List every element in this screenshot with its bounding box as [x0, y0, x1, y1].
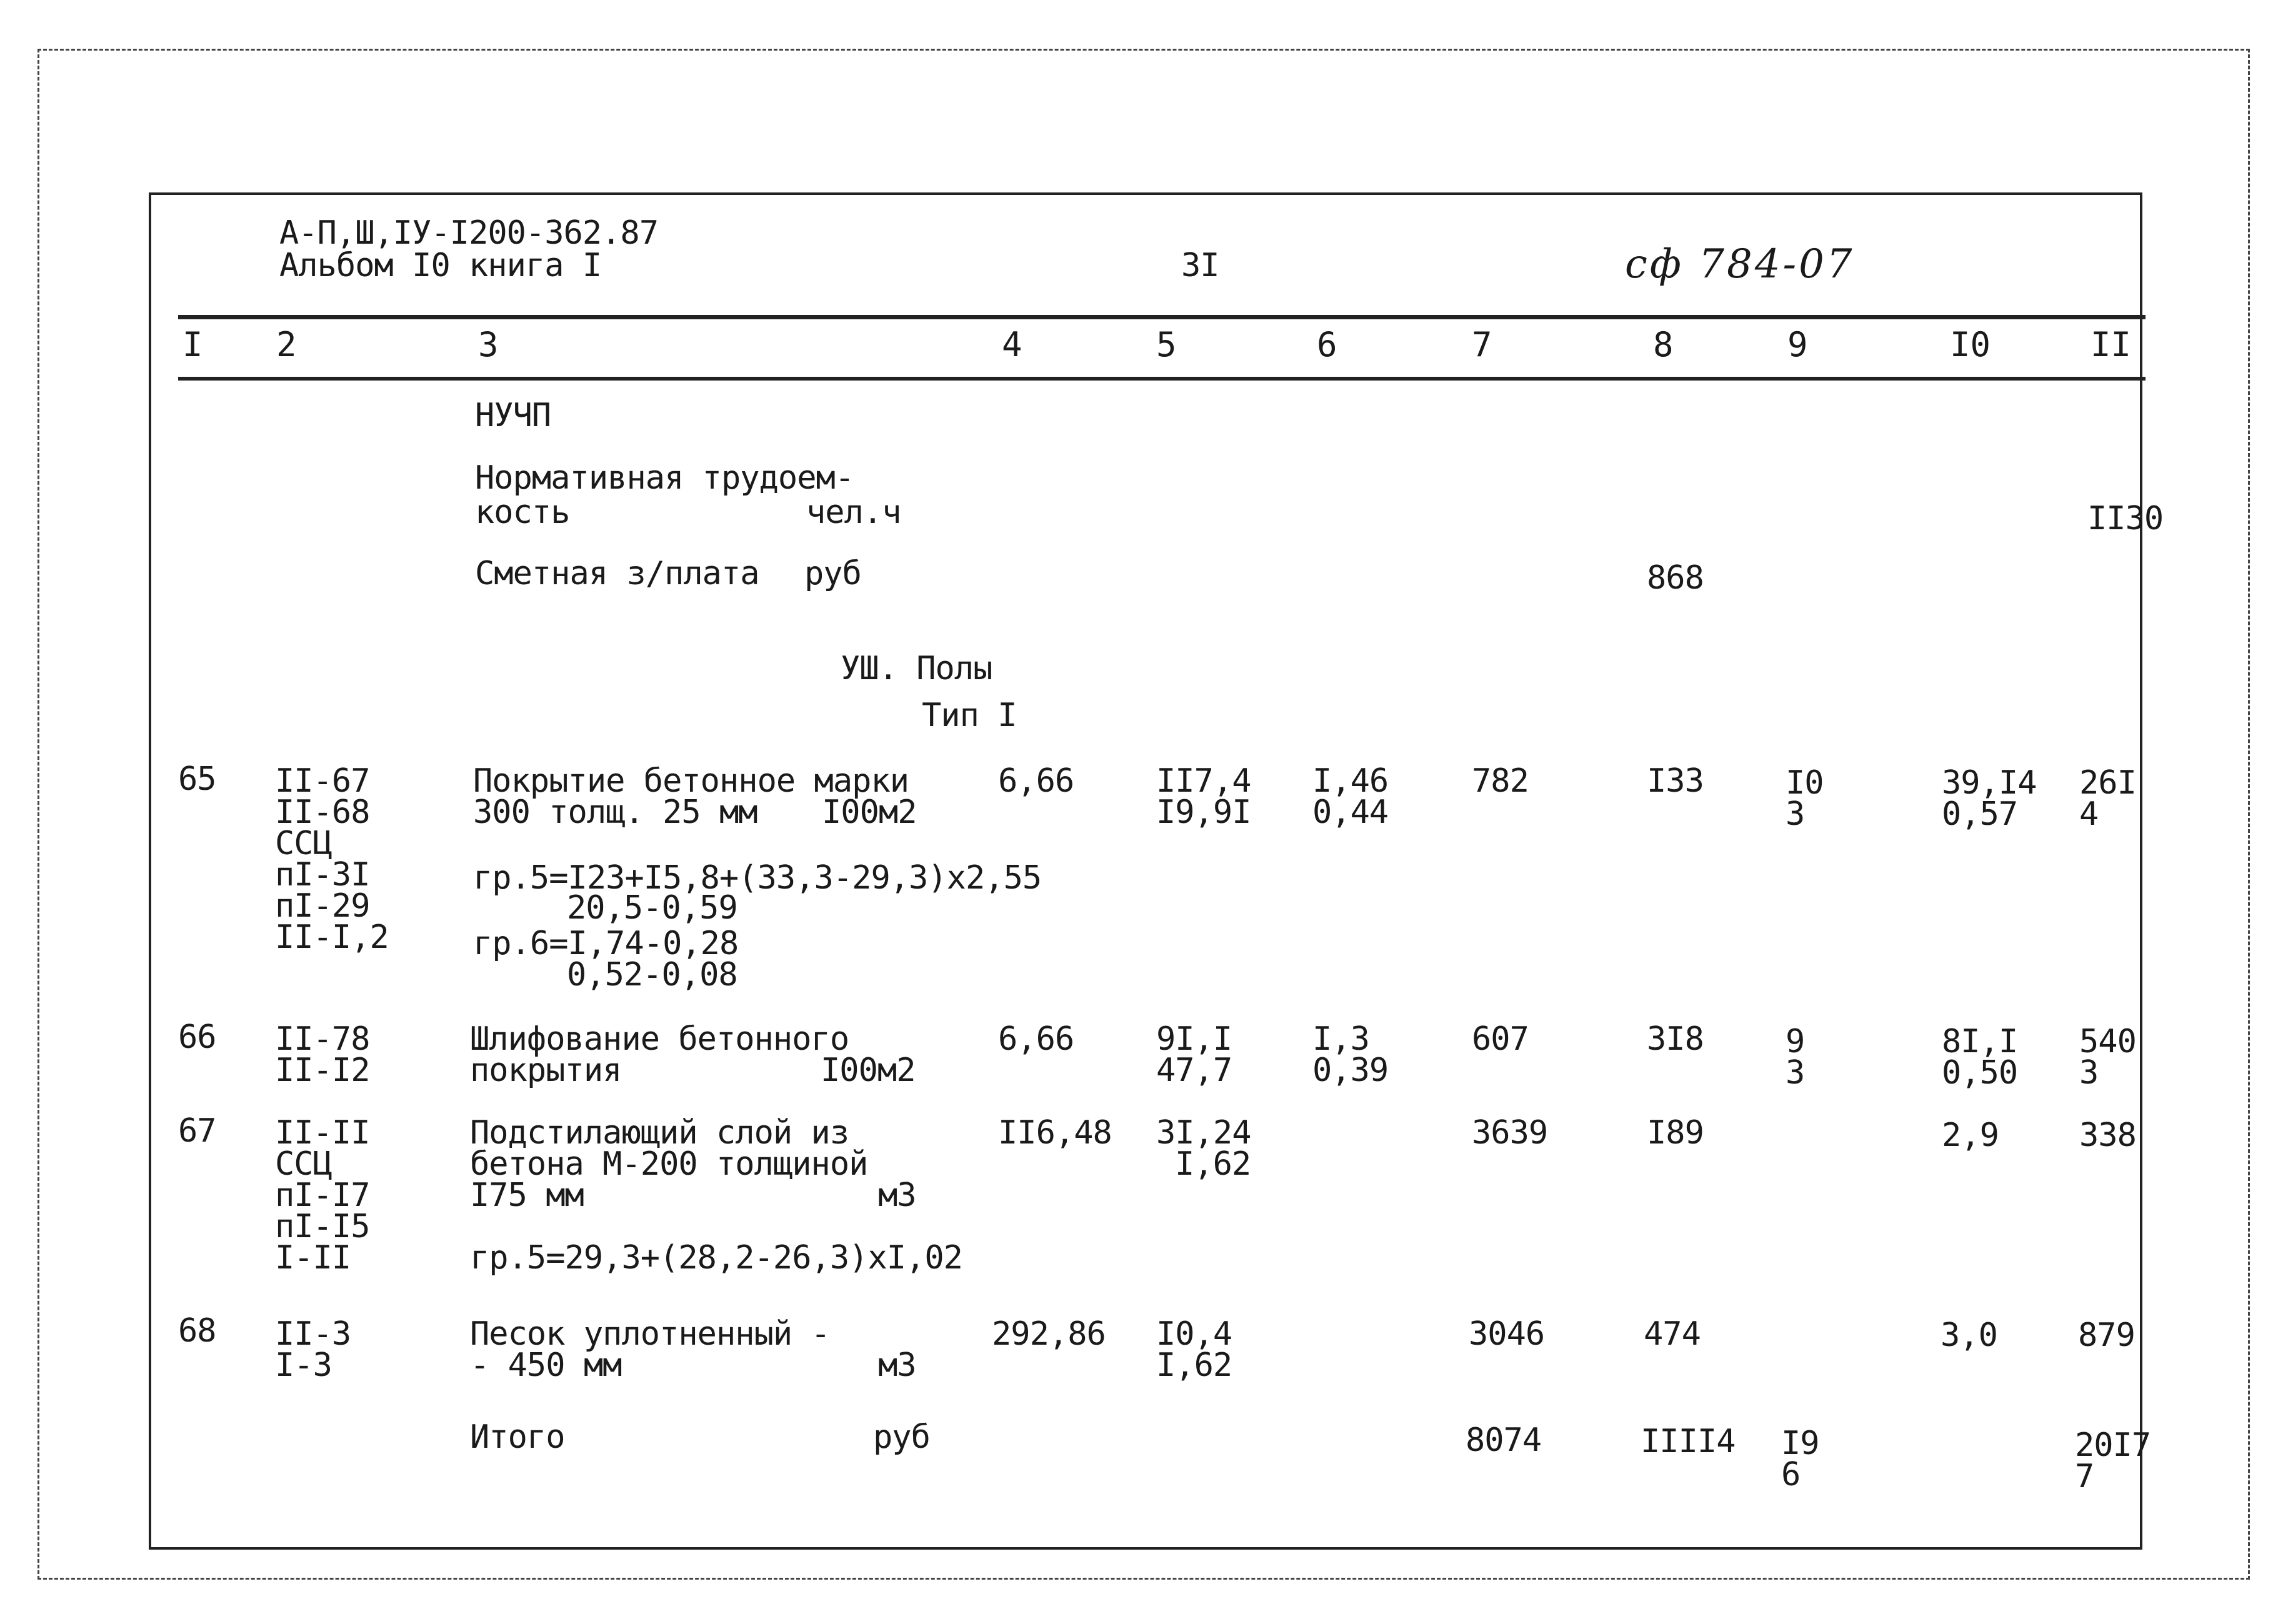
wage-unit: руб: [804, 555, 861, 592]
row-67-unit: м3: [878, 1177, 916, 1214]
row-65-col5-1: II7,4: [1156, 762, 1251, 800]
total-col9-2: 6: [1781, 1456, 1801, 1493]
row-66-col8: 3I8: [1647, 1020, 1704, 1058]
total-label: Итого: [470, 1418, 565, 1456]
wage-label: Сметная з/плата: [475, 555, 759, 592]
album-info: Альбом I0 книга I: [279, 247, 602, 284]
row-65-desc-2: 300 толщ. 25 мм: [473, 794, 757, 831]
col-header-7: 7: [1472, 325, 1492, 364]
total-col9-1: I9: [1781, 1425, 1819, 1462]
document-frame: [149, 192, 2142, 1550]
col-header-9: 9: [1787, 325, 1808, 364]
col-header-2: 2: [276, 325, 297, 364]
labor-unit: чел.ч: [806, 494, 901, 531]
row-67-code-1: II-II: [275, 1114, 370, 1152]
row-65-col9-1: I0: [1786, 764, 1824, 802]
col-header-3: 3: [478, 325, 499, 364]
row-67-desc-1: Подстилающий слой из: [470, 1114, 849, 1152]
total-col8: IIII4: [1641, 1423, 1736, 1460]
row-65-code-1: II-67: [275, 762, 370, 800]
col-header-10: I0: [1950, 325, 1991, 364]
row-66-col6-2: 0,39: [1312, 1052, 1389, 1089]
row-66-col4: 6,66: [998, 1020, 1074, 1058]
row-68-col8: 474: [1644, 1315, 1701, 1353]
row-65-code-6: II-I,2: [275, 919, 389, 956]
row-67-code-5: I-II: [275, 1239, 351, 1277]
row-65-code-5: пI-29: [275, 887, 370, 925]
total-col11-2: 7: [2075, 1458, 2094, 1495]
row-67-col7: 3639: [1472, 1114, 1548, 1152]
col-header-5: 5: [1156, 325, 1177, 364]
row-67-col8: I89: [1647, 1114, 1704, 1152]
row-66-unit: I00м2: [821, 1052, 916, 1089]
col-header-4: 4: [1002, 325, 1022, 364]
row-66-code-2: II-I2: [275, 1052, 370, 1089]
row-66-desc-2: покрытия: [470, 1052, 622, 1089]
row-65-col11-2: 4: [2079, 795, 2099, 833]
row-65-col7: 782: [1472, 762, 1529, 800]
total-col7: 8074: [1466, 1422, 1542, 1459]
labor-label-line1: Нормативная трудоем-: [475, 459, 854, 497]
row-68-unit: м3: [878, 1347, 916, 1384]
row-65-unit: I00м2: [822, 794, 917, 831]
col-header-6: 6: [1317, 325, 1337, 364]
row-68-col5-1: I0,4: [1156, 1315, 1232, 1353]
row-66-col5-2: 47,7: [1156, 1052, 1232, 1089]
row-65-code-3: ССЦ: [275, 825, 332, 862]
row-67-code-4: пI-I5: [275, 1208, 370, 1245]
row-65-formula-4: 0,52-0,08: [567, 956, 737, 994]
doc-code: А-П,Ш,IУ-I200-362.87: [279, 214, 659, 252]
row-68-code-1: II-3: [275, 1315, 351, 1353]
row-67-col5-2: I,62: [1175, 1145, 1251, 1183]
row-65-code-4: пI-3I: [275, 856, 370, 894]
section-type: Тип I: [922, 697, 1017, 734]
row-65-col6-1: I,46: [1312, 762, 1389, 800]
row-68-col11: 879: [2078, 1317, 2135, 1354]
row-66-desc-1: Шлифование бетонного: [470, 1020, 849, 1058]
row-66-code-1: II-78: [275, 1020, 370, 1058]
row-65-num: 65: [178, 760, 216, 798]
top-rule: [178, 315, 2146, 319]
row-66-col10-1: 8I,I: [1942, 1023, 2018, 1060]
row-65-code-2: II-68: [275, 794, 370, 831]
row-68-desc-2: - 450 мм: [470, 1347, 622, 1384]
labor-value: II30: [2087, 500, 2164, 537]
row-65-formula-3: гр.6=I,74-0,28: [473, 925, 739, 962]
row-65-col10-2: 0,57: [1942, 795, 2018, 833]
row-68-desc-1: Песок уплотненный -: [470, 1315, 830, 1353]
row-68-col4: 292,86: [992, 1315, 1106, 1353]
row-67-col11: 338: [2079, 1117, 2136, 1154]
col-header-11: II: [2091, 325, 2132, 364]
row-65-col9-2: 3: [1786, 795, 1805, 833]
row-65-col10-1: 39,I4: [1942, 764, 2037, 802]
row-67-col4: II6,48: [998, 1114, 1112, 1152]
col-header-1: I: [182, 325, 203, 364]
labor-label-line2: кость: [475, 494, 570, 531]
row-68-col5-2: I,62: [1156, 1347, 1232, 1384]
page-number: 3I: [1181, 247, 1219, 284]
row-67-num: 67: [178, 1112, 216, 1150]
row-66-col10-2: 0,50: [1942, 1054, 2018, 1092]
col-header-8: 8: [1653, 325, 1674, 364]
row-66-col11-1: 540: [2079, 1023, 2136, 1060]
row-65-col5-2: I9,9I: [1156, 794, 1251, 831]
row-68-num: 68: [178, 1312, 216, 1350]
handwritten-mark: сф 784-07: [1625, 241, 1855, 287]
row-68-code-2: I-3: [275, 1347, 332, 1384]
row-65-col4: 6,66: [998, 762, 1074, 800]
section-title: УШ. Полы: [841, 650, 992, 687]
row-65-formula-2: 20,5-0,59: [567, 889, 737, 927]
row-67-desc-3: I75 мм: [470, 1177, 584, 1214]
row-66-col11-2: 3: [2079, 1054, 2099, 1092]
row-65-col8: I33: [1647, 762, 1704, 800]
row-66-col6-1: I,3: [1312, 1020, 1369, 1058]
row-68-col10: 3,0: [1941, 1317, 1997, 1354]
row-66-col9-2: 3: [1786, 1054, 1805, 1092]
row-67-code-3: пI-I7: [275, 1177, 370, 1214]
row-68-col7: 3046: [1469, 1315, 1545, 1353]
row-67-col10: 2,9: [1942, 1117, 1999, 1154]
row-66-col9-1: 9: [1786, 1023, 1805, 1060]
row-65-col6-2: 0,44: [1312, 794, 1389, 831]
row-66-col5-1: 9I,I: [1156, 1020, 1232, 1058]
row-65-col11-1: 26I: [2079, 764, 2136, 802]
row-66-col7: 607: [1472, 1020, 1529, 1058]
row-67-code-2: ССЦ: [275, 1145, 332, 1183]
row-67-formula-1: гр.5=29,3+(28,2-26,3)хI,02: [470, 1239, 962, 1277]
row-67-col5-1: 3I,24: [1156, 1114, 1251, 1152]
row-65-desc-1: Покрытие бетонное марки: [473, 762, 909, 800]
wage-value: 868: [1647, 559, 1704, 597]
row-66-num: 66: [178, 1019, 216, 1056]
total-unit: руб: [873, 1418, 930, 1456]
row-65-formula-1: гр.5=I23+I5,8+(33,3-29,3)х2,55: [473, 859, 1042, 897]
row-67-desc-2: бетона М-200 толщиной: [470, 1145, 868, 1183]
nuchp-title: НУЧП: [475, 397, 551, 434]
total-col11-1: 20I7: [2075, 1427, 2151, 1464]
header-rule: [178, 377, 2146, 381]
